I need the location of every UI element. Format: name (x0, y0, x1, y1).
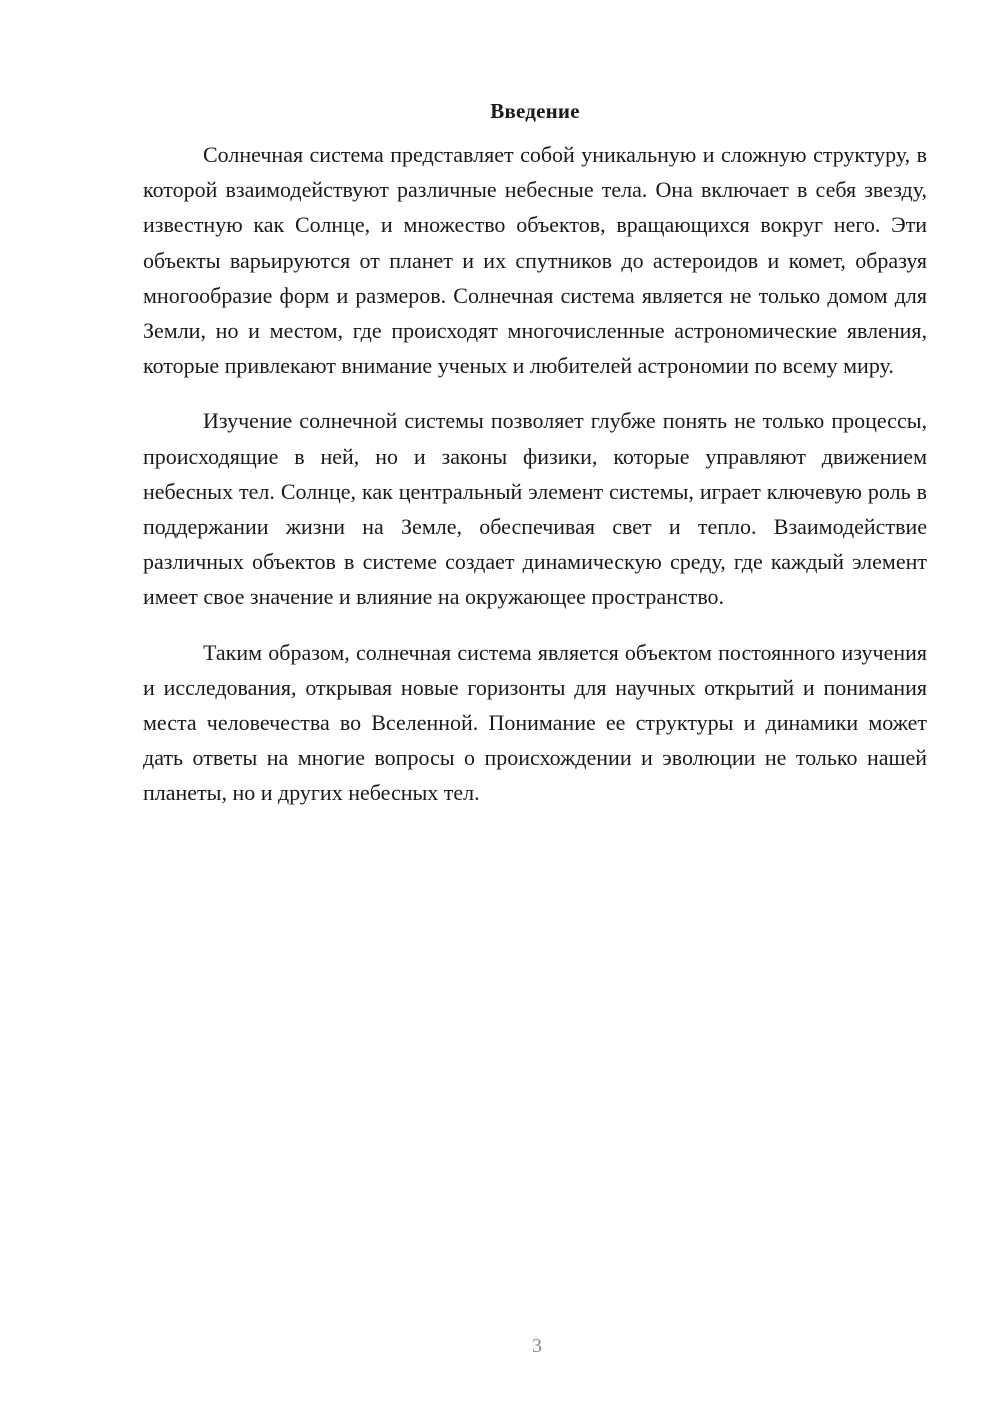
paragraph-1: Солнечная система представляет собой уникальную и сложную структуру, в которой взаимодействуют различные небесные тела. Она включает в себя звезду, известную как Солнце, и множество объектов, вращающихся вокруг него. Эти объекты варьируются от планет и их спутников до астероидов и комет, образуя многообразие форм и размеров. Солнечная система является не только домом для Земли, но и местом, где происходят многочисленные астрономические явления, которые привлекают внимание ученых и любителей астрономии по всему миру. (143, 142, 927, 379)
paragraph-2: Изучение солнечной системы позволяет глубже понять не только процессы, происходящие в ней, но и законы физики, которые управляют движением небесных тел. Солнце, как центральный элемент системы, играет ключевую роль в поддержании жизни на Земле, обеспечивая свет и тепло. Взаимодействие различных объектов в системе создает динамическую среду, где каждый элемент имеет свое значение и влияние на окружающее пространство. (143, 408, 927, 610)
paragraph-3: Таким образом, солнечная система является объектом постоянного изучения и исследования, открывая новые горизонты для научных открытий и понимания места человечества во Вселенной. Понимание ее структуры и динамики может дать ответы на многие вопросы о происхождении и эволюции не только нашей планеты, но и других небесных тел. (143, 639, 927, 806)
page-content (143, 96, 927, 831)
section-heading: Введение (490, 99, 580, 123)
page-number: 3 (532, 1335, 542, 1357)
